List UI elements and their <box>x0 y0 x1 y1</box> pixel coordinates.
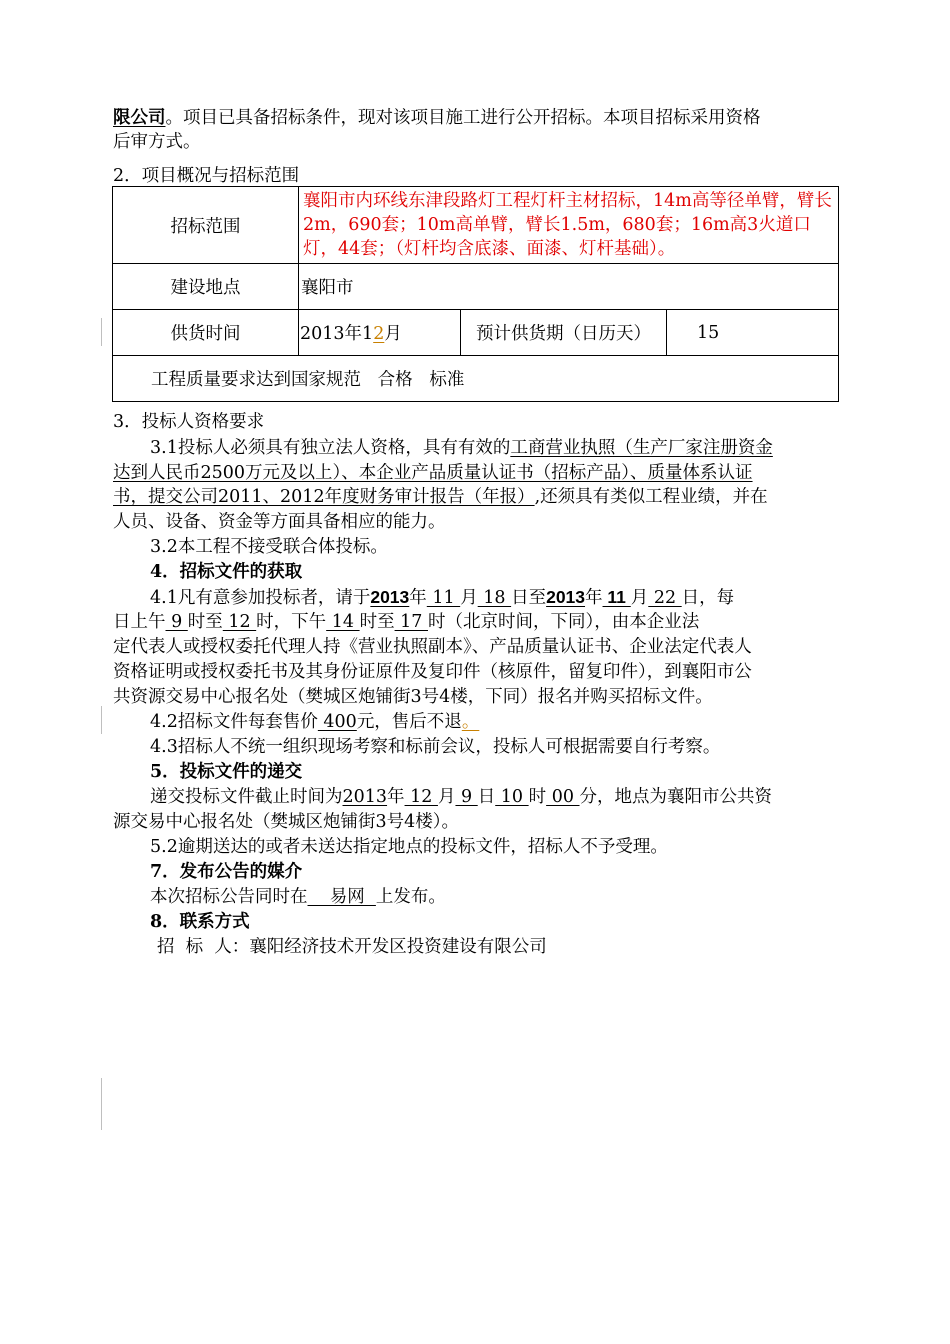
table-row-location <box>113 264 839 310</box>
para-5-1-b: 源交易中心报名处（樊城区炮铺街3号4楼）。 <box>113 812 460 832</box>
para-4-1-c: 定代表人或授权委托代理人持《营业执照副本》、产品质量认证书、企业法定代表人 <box>113 637 752 657</box>
table-row-quality <box>113 356 839 402</box>
para-intro-2: 后审方式。 <box>113 132 201 152</box>
label-delivery-time: 供货时间 <box>113 310 299 356</box>
section-8-heading: 8．联系方式 <box>150 912 250 932</box>
para-3-1-c: 书，提交公司2011、2012年度财务审计报告（年报）,还须具有类似工程业绩，并在 <box>113 487 768 507</box>
project-table <box>112 186 839 402</box>
label-delivery-period: 预计供货期（日历天） <box>461 310 667 356</box>
section-7-heading: 7．发布公告的媒介 <box>150 862 303 882</box>
para-3-1-a: 3.1投标人必须具有独立法人资格，具有有效的工商营业执照（生产厂家注册资金 <box>150 438 773 458</box>
label-scope: 招标范围 <box>113 187 299 264</box>
value-delivery-period: 15 <box>667 310 839 356</box>
section-5-heading: 5．投标文件的递交 <box>150 762 303 782</box>
para-4-1-b: 日上午 9 时至 12 时，下午 14 时至 17 时（北京时间，下同），由本企业法 <box>113 612 700 632</box>
section-2-heading: 2．项目概况与招标范围 <box>113 166 300 186</box>
para-intro-1: 限公司。项目已具备招标条件，现对该项目施工进行公开招标。本项目招标采用资格 <box>113 108 761 128</box>
value-delivery-time: 2013年12月 <box>299 310 461 356</box>
margin-mark <box>101 318 102 346</box>
para-5-1-a: 递交投标文件截止时间为2013年 12 月 9 日 10 时 00 分，地点为襄阳市公共资 <box>150 787 773 807</box>
margin-mark <box>101 1078 102 1130</box>
table-row-delivery <box>113 310 839 356</box>
value-quality: 工程质量要求达到国家规范 合格 标准 <box>113 356 839 402</box>
label-location: 建设地点 <box>113 264 299 310</box>
para-4-1-a: 4.1凡有意参加投标者，请于2013年 11 月 18 日至2013年 11 月 22 日，每 <box>150 587 735 608</box>
value-location: 襄阳市 <box>299 264 839 310</box>
table-row-scope <box>113 187 839 264</box>
para-8-tenderer: 招 标 人：襄阳经济技术开发区投资建设有限公司 <box>157 937 547 957</box>
para-5-2: 5.2逾期送达的或者未送达指定地点的投标文件，招标人不予受理。 <box>150 837 668 857</box>
para-4-1-d: 资格证明或授权委托书及其身份证原件及复印件（核原件，留复印件），到襄阳市公 <box>113 662 752 682</box>
para-3-2: 3.2本工程不接受联合体投标。 <box>150 537 388 557</box>
para-7: 本次招标公告同时在 易网 上发布。 <box>150 887 446 907</box>
value-scope: 襄阳市内环线东津段路灯工程灯杆主材招标，14m高等径单臂，臂长2m，690套；10m高单臂，臂长1.5m，680套；16m高3火道口灯，44套；（灯杆均含底漆、面漆、灯杆基础）。 <box>299 187 839 264</box>
company-tail: 限公司 <box>113 108 166 128</box>
para-4-2: 4.2招标文件每套售价 400元，售后不退。 <box>150 712 480 732</box>
para-3-1-d: 人员、设备、资金等方面具备相应的能力。 <box>113 512 446 532</box>
para-4-1-e: 共资源交易中心报名处（樊城区炮铺街3号4楼，下同）报名并购买招标文件。 <box>113 687 713 707</box>
para-3-1-b: 达到人民币2500万元及以上）、本企业产品质量认证书（招标产品）、质量体系认证 <box>113 463 753 483</box>
section-3-heading: 3．投标人资格要求 <box>113 412 265 432</box>
para-4-3: 4.3招标人不统一组织现场考察和标前会议，投标人可根据需要自行考察。 <box>150 737 721 757</box>
section-4-heading: 4．招标文件的获取 <box>150 562 303 582</box>
margin-mark <box>101 706 102 734</box>
